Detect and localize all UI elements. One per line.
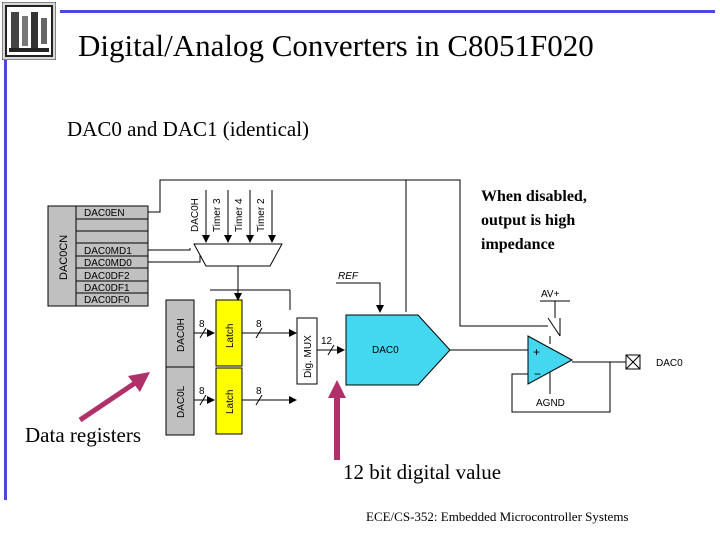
dac-label: DAC0 [372, 345, 399, 356]
bit-dac0en: DAC0EN [84, 208, 125, 219]
agnd-label: AGND [536, 398, 565, 409]
bit-dac0df0: DAC0DF0 [84, 295, 130, 306]
reg-dac0l: DAC0L [176, 385, 187, 418]
input-timer2: Timer 2 [256, 198, 267, 232]
bit-dac0df2: DAC0DF2 [84, 271, 130, 282]
latch-high-label: Latch [225, 323, 236, 348]
bus-width-high-out: 8 [256, 319, 262, 330]
data-registers-arrow [80, 372, 150, 420]
latches [216, 300, 242, 434]
note-line-1: When disabled, [481, 188, 587, 205]
data-registers [166, 300, 194, 435]
reg-dac0h: DAC0H [176, 318, 187, 352]
digital-value-arrow [328, 380, 346, 460]
bus-width-low-in: 8 [199, 386, 205, 397]
slide-title: Digital/Analog Converters in C8051F020 [78, 28, 594, 63]
input-timer4: Timer 4 [234, 198, 245, 232]
bit-dac0md0: DAC0MD0 [84, 258, 132, 269]
ref-label: REF [338, 271, 358, 282]
dig-mux-label: Dig. MUX [303, 335, 314, 378]
bus-width-12: 12 [321, 336, 333, 347]
latch-low-label: Latch [225, 389, 236, 414]
slide-subtitle: DAC0 and DAC1 (identical) [67, 117, 310, 141]
disabled-output-note [481, 185, 701, 257]
note-line-2: output is high [481, 212, 576, 229]
enable-switch [548, 318, 560, 336]
dac0cn-label: DAC0CN [58, 234, 70, 280]
av-plus-label: AV+ [541, 289, 560, 300]
bit-dac0df1: DAC0DF1 [84, 283, 130, 294]
trigger-inputs [190, 190, 272, 242]
bus-width-high-in: 8 [199, 319, 205, 330]
svg-text:+: + [533, 345, 541, 359]
bit-dac0md1: DAC0MD1 [84, 246, 132, 257]
svg-text:−: − [534, 367, 542, 381]
dac0cn-register [48, 206, 148, 306]
input-timer3: Timer 3 [212, 198, 223, 232]
note-line-3: impedance [481, 236, 555, 253]
footer: ECE/CS-352: Embedded Microcontroller Systems [366, 509, 629, 524]
input-dac0h: DAC0H [190, 198, 201, 232]
bus-width-low-out: 8 [256, 386, 262, 397]
digital-value-label: 12 bit digital value [343, 460, 502, 484]
data-registers-label: Data registers [25, 423, 142, 447]
output-label: DAC0 [656, 358, 683, 369]
trigger-mux [194, 244, 282, 266]
